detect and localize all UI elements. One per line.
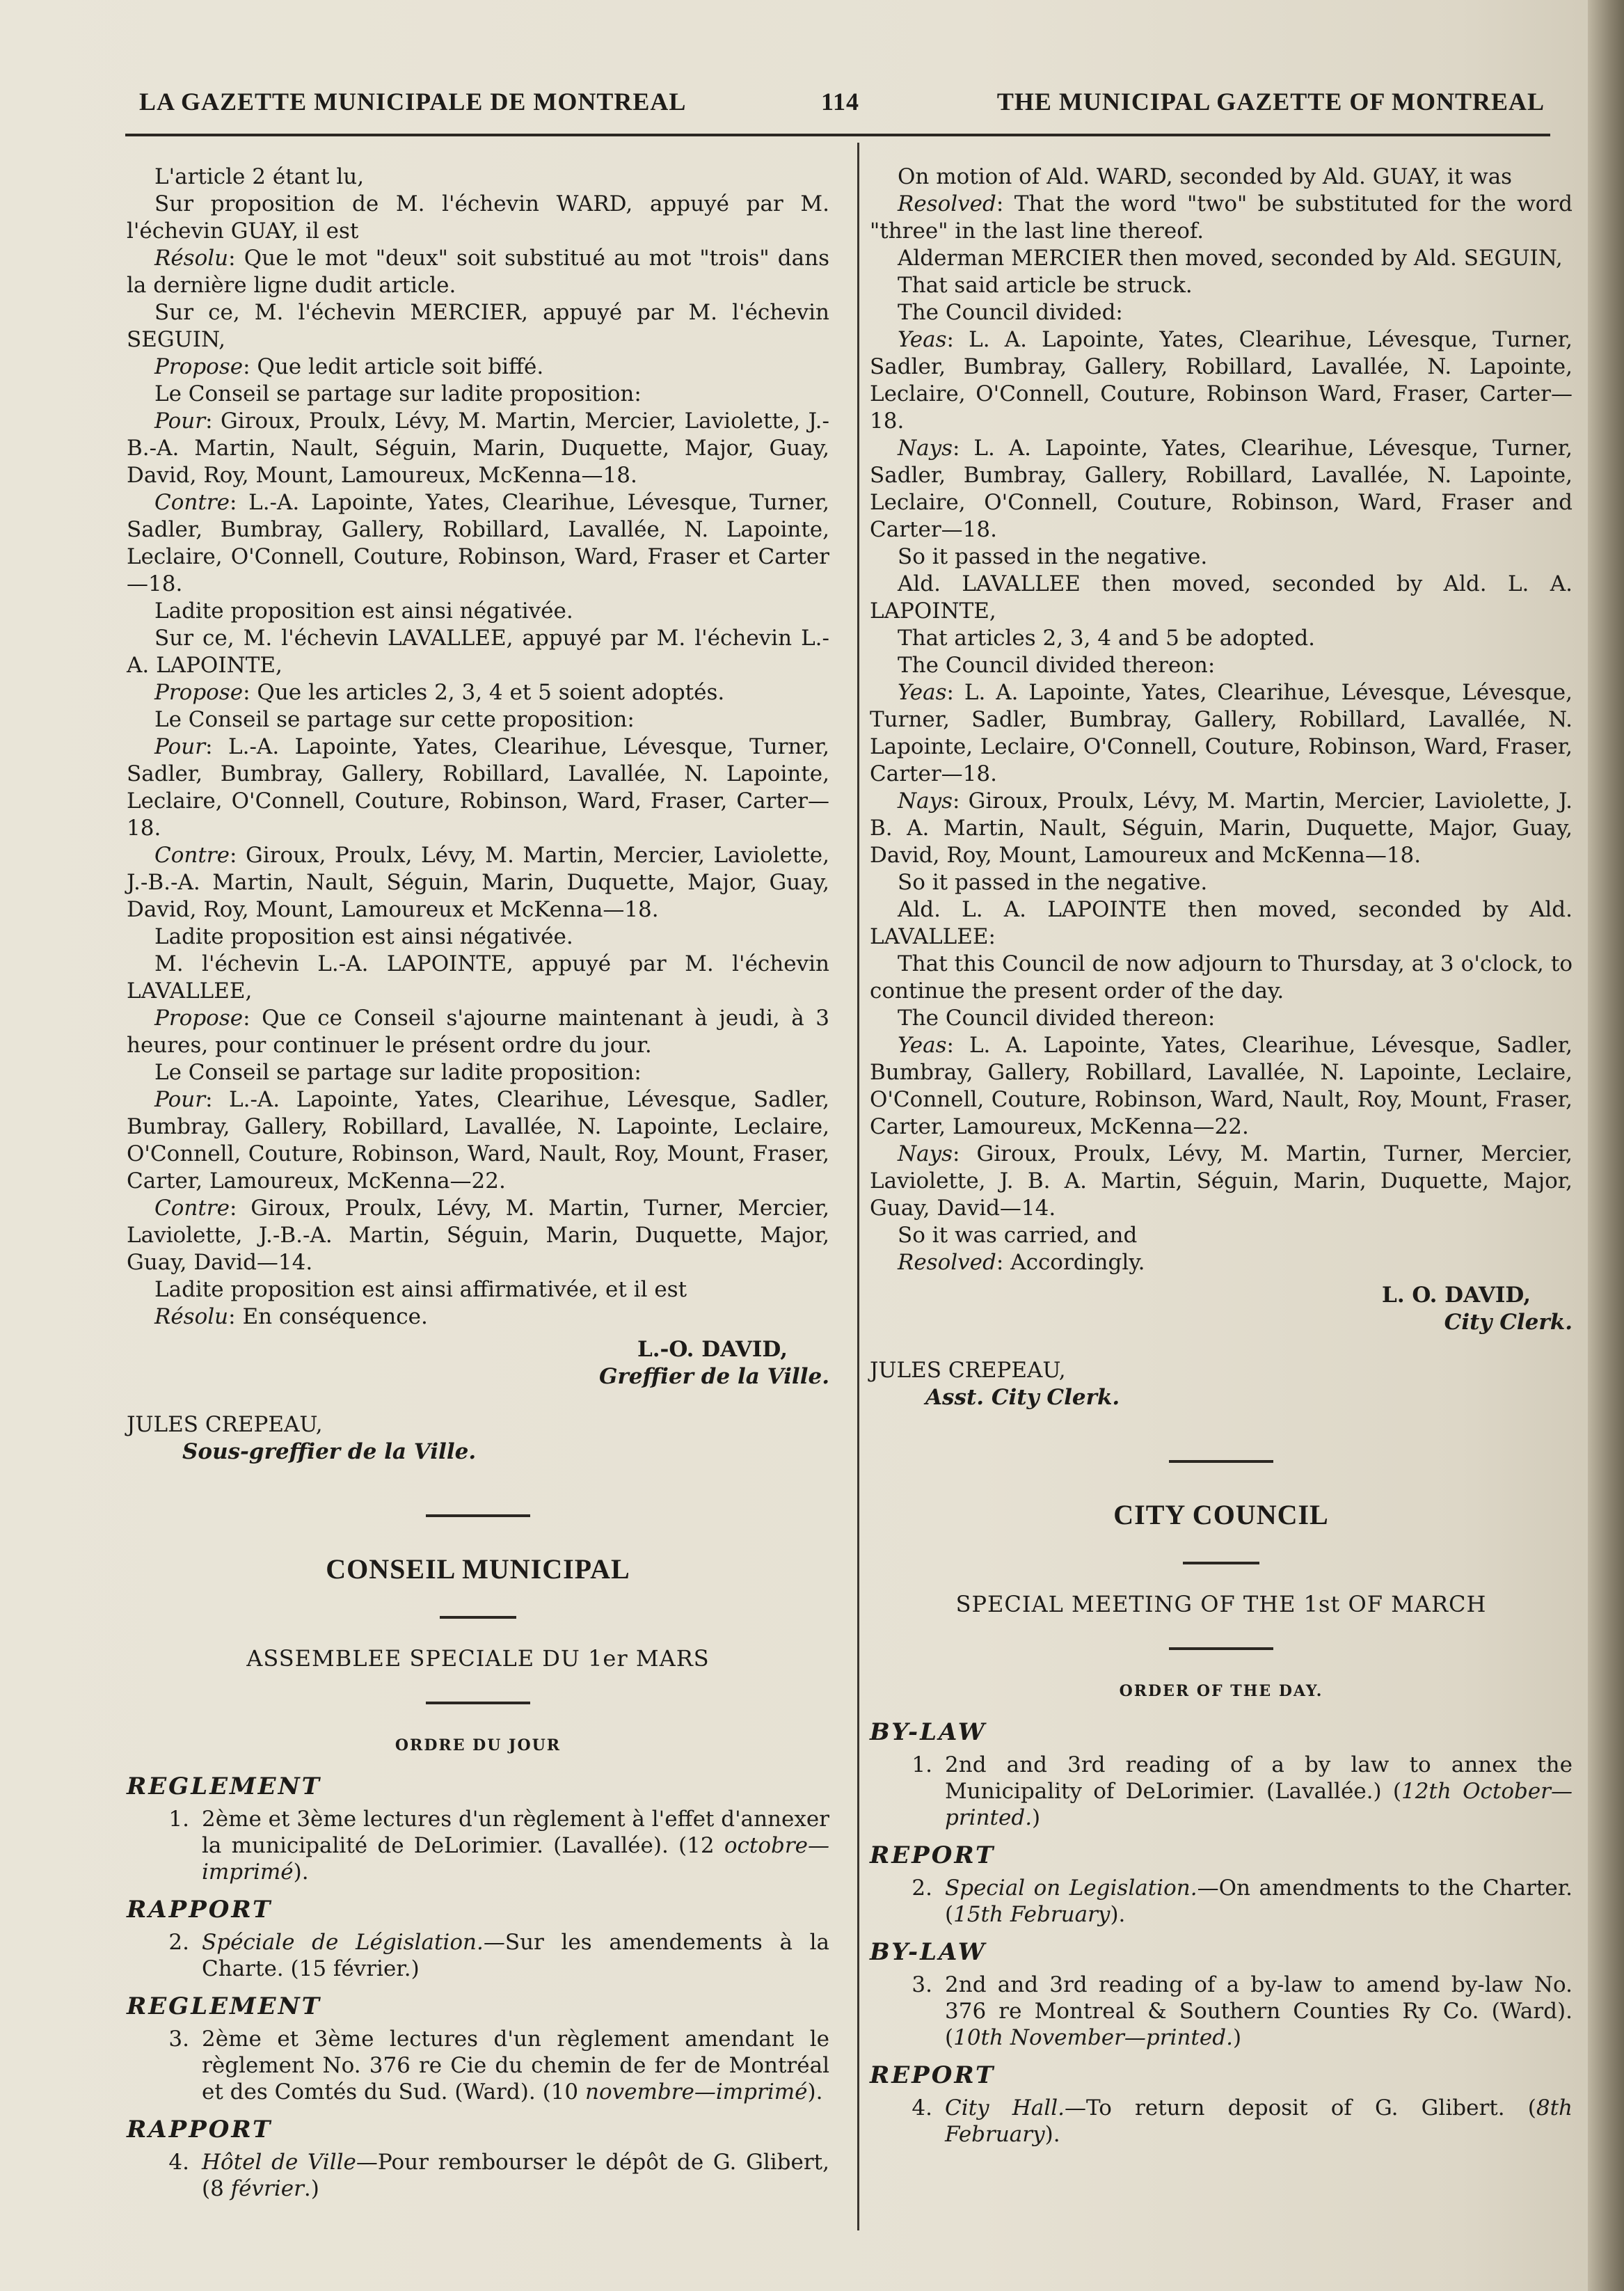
agenda-category: REPORT	[870, 2061, 996, 2089]
item-text	[945, 1972, 1573, 2051]
minutes-paragraph	[870, 1249, 1573, 1276]
minutes-paragraph	[870, 652, 1573, 679]
item-number: 3.	[168, 2027, 189, 2052]
item-number: 2.	[168, 1930, 189, 1955]
minutes-paragraph	[127, 1005, 829, 1059]
page-number: 114	[821, 88, 860, 116]
french-minutes	[127, 164, 829, 1331]
minutes-paragraph	[127, 598, 829, 625]
minutes-paragraph	[127, 1276, 829, 1303]
agenda-category: RAPPORT	[127, 1896, 273, 1924]
paragraph-text: : L.-A. Lapointe, Yates, Clearihue, Lévesque, Sadler, Bumbray, Gallery, Robillard, Lavallée, N. Lapointe, Leclaire, O'Connell, Couture, Robinson, Ward, Nault, Roy, Mount, Fraser, Carter, Lamoureux, McKenna—22.	[127, 1087, 829, 1194]
agenda-item	[127, 2026, 829, 2105]
item-date: octobre—imprimé	[202, 1833, 829, 1885]
minutes-paragraph	[127, 1059, 829, 1086]
paragraph-text: : Que ce Conseil s'ajourne maintenant à jeudi, à 3 heures, pour continuer le présent ordre du jour.	[127, 1006, 829, 1058]
minutes-paragraph	[127, 842, 829, 923]
paragraph-text: The Council divided:	[898, 300, 1123, 325]
paragraph-text: That said article be struck.	[898, 273, 1193, 298]
minutes-paragraph	[870, 896, 1573, 951]
minutes-paragraph	[127, 299, 829, 354]
section-rule	[1169, 1647, 1273, 1650]
paragraph-text: : L.-A. Lapointe, Yates, Clearihue, Lévesque, Turner, Sadler, Bumbray, Gallery, Robillard, Lavallée, N. Lapointe, Leclaire, O'Connell, Couture, Robinson, Ward, Fraser et Carter—18.	[127, 490, 829, 596]
paragraph-text: Ladite proposition est ainsi négativée.	[154, 598, 573, 624]
item-number: 2.	[911, 1876, 932, 1901]
paragraph-text: : Accordingly.	[996, 1250, 1145, 1275]
paragraph-text: L'article 2 étant lu,	[154, 164, 365, 189]
item-subject: Special on Legislation.	[945, 1876, 1197, 1901]
paragraph-text: That this Council de now adjourn to Thursday, at 3 o'clock, to continue the present order of the day.	[870, 951, 1573, 1004]
minutes-paragraph	[127, 381, 829, 408]
paragraph-text: Le Conseil se partage sur ladite proposition:	[154, 381, 642, 406]
clerk-name: L.-O. DAVID,	[637, 1337, 788, 1362]
agenda-category: REGLEMENT	[127, 1773, 321, 1800]
motion-keyword: Pour	[154, 1087, 206, 1112]
item-suffix: ).	[807, 2079, 823, 2104]
column-divider	[857, 143, 859, 2230]
agenda-item	[870, 1972, 1573, 2051]
motion-keyword: Pour	[154, 409, 206, 434]
item-suffix: .)	[303, 2176, 319, 2201]
minutes-paragraph	[127, 951, 829, 1005]
minutes-paragraph	[127, 923, 829, 951]
motion-keyword: Nays	[898, 1141, 953, 1166]
minutes-paragraph	[870, 625, 1573, 652]
item-date: février	[230, 2176, 304, 2201]
item-date: 15th February	[953, 1902, 1110, 1927]
paragraph-text: : En conséquence.	[228, 1304, 428, 1329]
paragraph-text: Ladite proposition est ainsi affirmativée, et il est	[154, 1277, 687, 1302]
page-header	[139, 87, 1545, 129]
french-agenda	[127, 1773, 829, 2202]
paragraph-text: Le Conseil se partage sur cette proposition:	[154, 707, 635, 732]
agenda-item	[127, 2149, 829, 2202]
motion-keyword: Contre	[154, 490, 230, 515]
minutes-paragraph	[127, 489, 829, 598]
minutes-paragraph	[127, 354, 829, 381]
paragraph-text: : Giroux, Proulx, Lévy, M. Martin, Mercier, Laviolette, J.-B.-A. Martin, Nault, Séguin, Marin, Duquette, Major, Guay, David, Roy, Mount, Lamoureux, McKenna—18.	[127, 409, 829, 488]
paragraph-text: That articles 2, 3, 4 and 5 be adopted.	[898, 626, 1316, 651]
item-description: —To return deposit of G. Glibert. (	[1064, 2095, 1536, 2120]
item-description: —On amendments to the Charter. (	[945, 1876, 1573, 1927]
minutes-paragraph	[870, 164, 1573, 191]
minutes-paragraph	[870, 544, 1573, 571]
minutes-paragraph	[870, 788, 1573, 869]
section-rule	[1169, 1460, 1273, 1463]
paragraph-text: : Giroux, Proulx, Lévy, M. Martin, Mercier, Laviolette, J. B. A. Martin, Nault, Séguin, Marin, Duquette, Major, Guay, David, Roy, Mount, Lamoureux and McKenna—18.	[870, 788, 1573, 868]
item-number: 3.	[911, 1972, 932, 1997]
item-text	[945, 2095, 1573, 2148]
section-rule	[440, 1616, 516, 1619]
paragraph-text: : L.-A. Lapointe, Yates, Clearihue, Lévesque, Turner, Sadler, Bumbray, Gallery, Robillard, Lavallée, N. Lapointe, Leclaire, O'Connell, Couture, Robinson, Ward, Fraser, Carter—18.	[127, 734, 829, 841]
section-rule	[426, 1702, 530, 1704]
item-suffix: ).	[1044, 2122, 1060, 2147]
item-subject: Hôtel de Ville	[202, 2150, 356, 2175]
order-of-day-label: ORDER OF THE DAY.	[1119, 1682, 1323, 1700]
header-english-title: THE MUNICIPAL GAZETTE OF MONTREAL	[996, 88, 1545, 116]
header-french-title: LA GAZETTE MUNICIPALE DE MONTREAL	[139, 88, 687, 116]
english-column	[870, 164, 1573, 2155]
meeting-subtitle: ASSEMBLEE SPECIALE DU 1er MARS	[246, 1645, 710, 1672]
assistant-clerk-signature	[870, 1357, 1573, 1411]
section-rule	[426, 1514, 530, 1517]
minutes-paragraph	[870, 326, 1573, 435]
section-rule	[1183, 1562, 1259, 1564]
minutes-paragraph	[127, 1303, 829, 1331]
agenda-item	[870, 1752, 1573, 1831]
paragraph-text: : L. A. Lapointe, Yates, Clearihue, Lévesque, Lévesque, Turner, Sadler, Bumbray, Gallery, Robillard, Lavallée, N. Lapointe, Leclaire, O'Connell, Couture, Robinson, Ward, Fraser, Carter—18.	[870, 680, 1573, 786]
minutes-paragraph	[127, 408, 829, 489]
page-edge	[1588, 0, 1624, 2291]
item-description: 2ème et 3ème lectures d'un règlement amendant le règlement No. 376 re Cie du chemin de fer de Montréal et des Comtés du Sud. (Ward). (10	[202, 2027, 829, 2104]
paragraph-text: Sur ce, M. l'échevin LAVALLEE, appuyé par M. l'échevin L.-A. LAPOINTE,	[127, 626, 829, 678]
item-number: 4.	[168, 2150, 189, 2175]
paragraph-text: : Giroux, Proulx, Lévy, M. Martin, Turner, Mercier, Laviolette, J. B. A. Martin, Séguin, Marin, Duquette, Major, Guay, David—14.	[870, 1141, 1573, 1221]
paragraph-text: So it was carried, and	[898, 1223, 1138, 1248]
minutes-paragraph	[870, 299, 1573, 326]
minutes-paragraph	[127, 625, 829, 679]
minutes-paragraph	[870, 679, 1573, 788]
english-minutes	[870, 164, 1573, 1276]
item-number: 1.	[168, 1807, 189, 1832]
item-text	[202, 2026, 829, 2105]
agenda-item	[870, 2095, 1573, 2148]
motion-keyword: Resolved	[898, 191, 996, 216]
agenda-category: RAPPORT	[127, 2116, 273, 2143]
minutes-paragraph	[870, 1222, 1573, 1249]
paragraph-text: : Que le mot "deux" soit substitué au mot "trois" dans la dernière ligne dudit article.	[127, 246, 829, 298]
agenda-category: BY-LAW	[870, 1938, 987, 1966]
item-subject: City Hall.	[945, 2095, 1065, 2120]
order-of-day-label: ORDRE DU JOUR	[395, 1736, 562, 1754]
minutes-paragraph	[870, 191, 1573, 245]
motion-keyword: Yeas	[898, 327, 947, 352]
minutes-paragraph	[127, 164, 829, 191]
paragraph-text: So it passed in the negative.	[898, 544, 1208, 569]
paragraph-text: : L. A. Lapointe, Yates, Clearihue, Lévesque, Sadler, Bumbray, Gallery, Robillard, Lavallée, N. Lapointe, Leclaire, O'Connell, Couture, Robinson, Ward, Nault, Roy, Mount, Fraser, Carter, Lamoureux, McKenna—22.	[870, 1033, 1573, 1139]
agenda-item	[870, 1875, 1573, 1928]
item-description: 2ème et 3ème lectures d'un règlement à l'effet d'annexer la municipalité de DeLorimier. (Lavallée). (12	[202, 1807, 829, 1858]
motion-keyword: Resolved	[898, 1250, 996, 1275]
item-description: 2nd and 3rd reading of a by law to annex the Municipality of DeLorimier. (Lavallée.) (	[945, 1752, 1573, 1804]
minutes-paragraph	[870, 1141, 1573, 1222]
item-subject: Spéciale de Législation.	[202, 1930, 484, 1955]
motion-keyword: Propose	[154, 1006, 244, 1031]
clerk-name: L. O. DAVID,	[1382, 1283, 1531, 1308]
paragraph-text: Sur ce, M. l'échevin MERCIER, appuyé par M. l'échevin SEGUIN,	[127, 300, 829, 352]
header-rule	[125, 134, 1550, 136]
paragraph-text: Ald. LAVALLEE then moved, seconded by Ald. L. A. LAPOINTE,	[870, 571, 1573, 624]
motion-keyword: Contre	[154, 843, 230, 868]
item-text	[945, 1752, 1573, 1831]
clerk-signature	[870, 1282, 1573, 1336]
minutes-paragraph	[127, 1086, 829, 1195]
motion-keyword: Nays	[898, 436, 953, 461]
section-heading: CONSEIL MUNICIPAL	[326, 1553, 630, 1585]
paragraph-text: The Council divided thereon:	[898, 1006, 1216, 1031]
clerk-title: Greffier de la Ville.	[599, 1364, 829, 1389]
agenda-item	[127, 1806, 829, 1885]
item-text	[202, 1929, 829, 1982]
minutes-paragraph	[127, 734, 829, 842]
paragraph-text: : L. A. Lapointe, Yates, Clearihue, Lévesque, Turner, Sadler, Bumbray, Gallery, Robillard, Lavallée, N. Lapointe, Leclaire, O'Connell, Couture, Robinson, Ward, Fraser and Carter—18.	[870, 436, 1573, 542]
motion-keyword: Résolu	[154, 246, 229, 271]
assistant-clerk-title: Sous-greffier de la Ville.	[182, 1439, 477, 1464]
agenda-category: BY-LAW	[870, 1718, 987, 1746]
item-date: 12th October—printed.	[945, 1779, 1573, 1830]
item-date: novembre—imprimé	[584, 2079, 808, 2104]
item-text	[202, 1806, 829, 1885]
clerk-signature	[127, 1336, 829, 1390]
agenda-category: REGLEMENT	[127, 1992, 321, 2020]
paragraph-text: Le Conseil se partage sur ladite proposition:	[154, 1060, 642, 1085]
meeting-subtitle: SPECIAL MEETING OF THE 1st OF MARCH	[955, 1591, 1487, 1617]
paragraph-text: So it passed in the negative.	[898, 870, 1208, 895]
item-suffix: )	[1032, 1805, 1041, 1830]
paragraph-text: : Que les articles 2, 3, 4 et 5 soient adoptés.	[243, 680, 725, 705]
motion-keyword: Nays	[898, 788, 953, 814]
minutes-paragraph	[870, 245, 1573, 272]
item-number: 1.	[911, 1752, 932, 1777]
motion-keyword: Résolu	[154, 1304, 229, 1329]
item-description: 2nd and 3rd reading of a by-law to amend by-law No. 376 re Montreal & Southern Counties Ry Co. (Ward). (	[945, 1972, 1573, 2050]
minutes-paragraph	[127, 245, 829, 299]
motion-keyword: Yeas	[898, 1033, 947, 1058]
paragraph-text: : Giroux, Proulx, Lévy, M. Martin, Turner, Mercier, Laviolette, J.-B.-A. Martin, Séguin, Marin, Duquette, Major, Guay, David—14.	[127, 1196, 829, 1275]
paragraph-text: Sur proposition de M. l'échevin WARD, appuyé par M. l'échevin GUAY, il est	[127, 191, 829, 244]
motion-keyword: Propose	[154, 680, 244, 705]
item-suffix: ).	[293, 1860, 309, 1885]
paragraph-text: Alderman MERCIER then moved, seconded by Ald. SEGUIN,	[898, 246, 1563, 271]
assistant-clerk-title: Asst. City Clerk.	[925, 1385, 1120, 1410]
item-text	[945, 1875, 1573, 1928]
paragraph-text: Ald. L. A. LAPOINTE then moved, seconded by Ald. LAVALLEE:	[870, 897, 1573, 949]
paragraph-text: : Que ledit article soit biffé.	[243, 354, 544, 379]
motion-keyword: Yeas	[898, 680, 947, 705]
minutes-paragraph	[870, 435, 1573, 544]
paragraph-text: On motion of Ald. WARD, seconded by Ald. GUAY, it was	[898, 164, 1513, 189]
item-text	[202, 2149, 829, 2202]
motion-keyword: Propose	[154, 354, 244, 379]
item-number: 4.	[911, 2095, 932, 2120]
paragraph-text: : That the word "two" be substituted for the word "three" in the last line thereof.	[870, 191, 1573, 244]
paragraph-text: Ladite proposition est ainsi négativée.	[154, 924, 573, 949]
item-date: 8th February	[945, 2095, 1573, 2147]
minutes-paragraph	[870, 1032, 1573, 1141]
item-suffix: ).	[1110, 1902, 1126, 1927]
agenda-category: REPORT	[870, 1841, 996, 1869]
paragraph-text: M. l'échevin L.-A. LAPOINTE, appuyé par M. l'échevin LAVALLEE,	[127, 951, 829, 1004]
english-agenda	[870, 1719, 1573, 2148]
assistant-clerk-name: JULES CREPEAU,	[870, 1358, 1066, 1383]
paragraph-text: The Council divided thereon:	[898, 653, 1216, 678]
motion-keyword: Pour	[154, 734, 206, 759]
item-description: —Sur les amendements à la Charte. (15 février.)	[202, 1930, 830, 1981]
item-date: 10th November—printed.	[953, 2025, 1233, 2050]
motion-keyword: Contre	[154, 1196, 230, 1221]
french-column	[127, 164, 829, 2209]
minutes-paragraph	[870, 869, 1573, 896]
minutes-paragraph	[870, 571, 1573, 625]
paragraph-text: : Giroux, Proulx, Lévy, M. Martin, Mercier, Laviolette, J.-B.-A. Martin, Nault, Séguin, Marin, Duquette, Major, Guay, David, Roy, Mount, Lamoureux et McKenna—18.	[127, 843, 829, 922]
minutes-paragraph	[127, 706, 829, 734]
section-heading: CITY COUNCIL	[1113, 1499, 1329, 1530]
minutes-paragraph	[870, 1005, 1573, 1032]
minutes-paragraph	[870, 951, 1573, 1005]
minutes-paragraph	[127, 679, 829, 706]
agenda-item	[127, 1929, 829, 1982]
clerk-title: City Clerk.	[1444, 1310, 1573, 1335]
assistant-clerk-name: JULES CREPEAU,	[127, 1412, 323, 1437]
item-description: —Pour rembourser le dépôt de G. Glibert, (8	[202, 2150, 829, 2201]
minutes-paragraph	[127, 191, 829, 245]
minutes-paragraph	[870, 272, 1573, 299]
minutes-paragraph	[127, 1195, 829, 1276]
paragraph-text: : L. A. Lapointe, Yates, Clearihue, Lévesque, Turner, Sadler, Bumbray, Gallery, Robillard, Lavallée, N. Lapointe, Leclaire, O'Connell, Couture, Robinson Ward, Fraser, Carter—18.	[870, 327, 1573, 434]
assistant-clerk-signature	[127, 1411, 829, 1466]
item-suffix: )	[1232, 2025, 1242, 2050]
